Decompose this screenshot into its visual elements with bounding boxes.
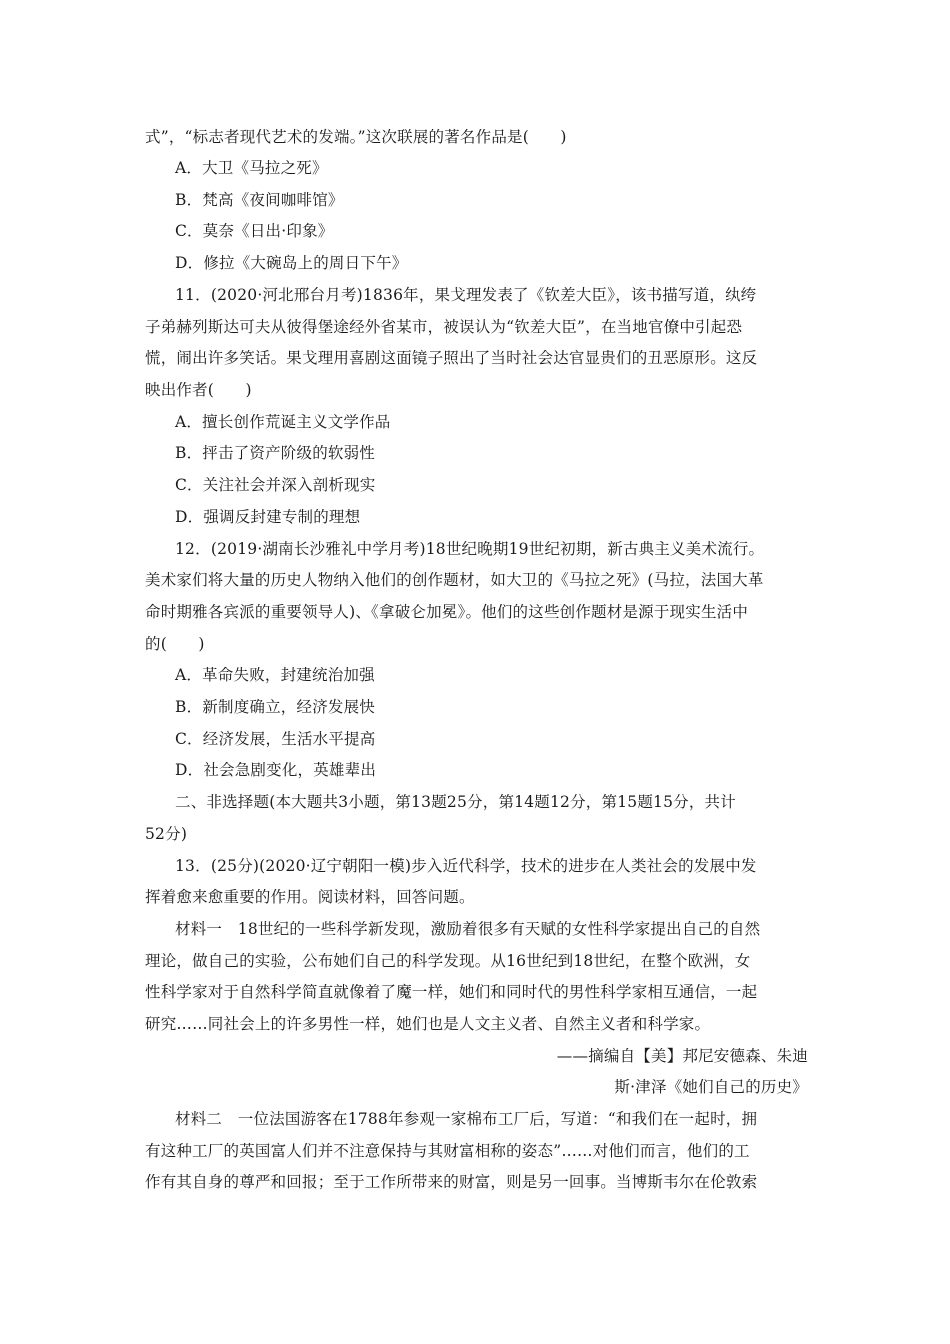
q10-option-a: A．大卫《马拉之死》	[175, 159, 328, 177]
material-one: 研究……同社会上的许多男性一样，她们也是人文主义者、自然主义者和科学家。	[145, 1015, 711, 1033]
q10-option-c: C．莫奈《日出·印象》	[175, 222, 334, 240]
section-heading: 二、非选择题(本大题共3小题，第13题25分，第14题12分，第15题15分，共计	[175, 793, 736, 811]
q12-option-b: B．新制度确立，经济发展快	[175, 698, 375, 716]
material-two: 材料二 一位法国游客在1788年参观一家棉布工厂后，写道：“和我们在一起时，拥	[175, 1110, 758, 1128]
q12-option-d: D．社会急剧变化，英雄辈出	[175, 761, 377, 779]
q11-option-b: B．抨击了资产阶级的软弱性	[175, 444, 375, 462]
material-one: 材料一 18世纪的一些科学新发现，激励着很多有天赋的女性科学家提出自己的自然	[175, 920, 761, 938]
q11-stem: 子弟赫列斯达可夫从彼得堡途经外省某市，被误认为“钦差大臣”，在当地官僚中引起恐	[145, 318, 743, 336]
material-one: 性科学家对于自然科学简直就像着了魔一样，她们和同时代的男性科学家相互通信，一起	[145, 983, 758, 1001]
q12-option-c: C．经济发展，生活水平提高	[175, 730, 376, 748]
q11-option-c: C．关注社会并深入剖析现实	[175, 476, 376, 494]
q12-option-a: A．革命失败，封建统治加强	[175, 666, 375, 684]
q12-stem: 12．(2019·湖南长沙雅礼中学月考)18世纪晚期19世纪初期，新古典主义美术流行。	[175, 540, 765, 558]
q12-stem: 命时期雅各宾派的重要领导人)、《拿破仑加冕》。他们的这些创作题材是源于现实生活中	[145, 603, 749, 621]
material-two: 有这种工厂的英国富人们并不注意保持与其财富相称的姿态”……对他们而言，他们的工	[145, 1142, 750, 1160]
q11-option-d: D．强调反封建专制的理想	[175, 508, 361, 526]
q11-stem: 11．(2020·河北邢台月考)1836年，果戈理发表了《钦差大臣》，该书描写道，纨绔	[175, 286, 757, 304]
q13-stem: 挥着愈来愈重要的作用。阅读材料，回答问题。	[145, 888, 475, 906]
source-citation: 斯·津泽《她们自己的历史》	[614, 1078, 808, 1096]
material-two: 作有其自身的尊严和回报；至于工作所带来的财富，则是另一回事。当博斯韦尔在伦敦索	[145, 1173, 758, 1191]
q11-stem: 慌，闹出许多笑话。果戈理用喜剧这面镜子照出了当时社会达官显贵们的丑恶原形。这反	[145, 349, 758, 367]
q10-stem-end: 式”，“标志者现代艺术的发端。”这次联展的著名作品是( )	[145, 128, 567, 146]
q12-stem: 的( )	[145, 635, 205, 653]
source-citation: ——摘编自【美】邦尼安德森、朱迪	[556, 1047, 808, 1065]
material-one: 理论，做自己的实验，公布她们自己的科学发现。从16世纪到18世纪，在整个欧洲，女	[145, 952, 751, 970]
section-heading: 52分)	[145, 825, 188, 843]
q10-option-d: D．修拉《大碗岛上的周日下午》	[175, 254, 408, 272]
q11-option-a: A．擅长创作荒诞主义文学作品	[175, 413, 391, 431]
q10-option-b: B．梵高《夜间咖啡馆》	[175, 191, 344, 209]
q12-stem: 美术家们将大量的历史人物纳入他们的创作题材，如大卫的《马拉之死》(马拉，法国大革	[145, 571, 764, 589]
q11-stem: 映出作者( )	[145, 381, 252, 399]
q13-stem: 13．(25分)(2020·辽宁朝阳一模)步入近代科学，技术的进步在人类社会的发展中发	[175, 857, 757, 875]
